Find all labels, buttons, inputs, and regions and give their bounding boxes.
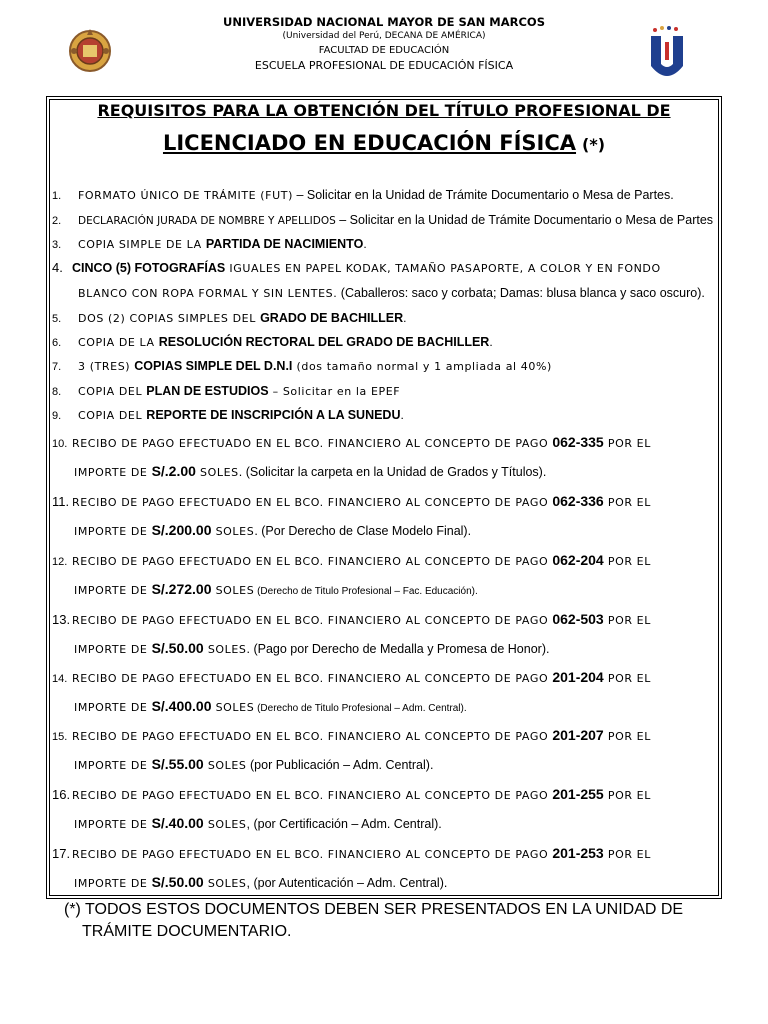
payment-code: 201-253 xyxy=(552,845,604,861)
payment-amount: S/.200.00 xyxy=(151,522,212,538)
payment-amount: S/.400.00 xyxy=(151,698,212,714)
payment-item xyxy=(52,845,651,863)
payment-amount: S/.50.00 xyxy=(151,640,204,656)
payment-code: 201-255 xyxy=(552,786,604,802)
list-item: 2. DECLARACIÓN JURADA DE NOMBRE Y APELLIDOS – Solicitar en la Unidad de Trámite Documentario o Mesa de Partes xyxy=(52,213,714,227)
note-marker: (*) xyxy=(582,135,606,154)
payment-text-por: POR EL xyxy=(603,496,651,509)
item-number: 12. xyxy=(52,556,68,568)
payment-code: 201-207 xyxy=(552,727,604,743)
document-title-line1: REQUISITOS PARA LA OBTENCIÓN DEL TÍTULO PROFESIONAL DE xyxy=(97,101,671,120)
list-item: 5. DOS (2) COPIAS SIMPLES DEL GRADO DE BACHILLER. xyxy=(52,311,407,325)
payment-note: . (Por Derecho de Clase Modelo Final). xyxy=(254,524,472,538)
payment-importe-label: IMPORTE DE xyxy=(74,759,152,772)
university-crest-icon xyxy=(68,27,112,73)
payment-importe-label: IMPORTE DE xyxy=(74,584,152,597)
payment-code: 062-336 xyxy=(552,493,604,509)
payment-text-por: POR EL xyxy=(603,555,651,568)
payment-importe-label: IMPORTE DE xyxy=(74,525,152,538)
faculty-name: FACULTAD DE EDUCACIÓN xyxy=(318,45,450,56)
item-number: 13. xyxy=(52,612,71,627)
payment-item xyxy=(52,727,651,745)
item-number: 10. xyxy=(52,438,68,450)
list-item: 8. COPIA DEL PLAN DE ESTUDIOS – Solicitar en la EPEF xyxy=(52,384,401,398)
list-item: 6. COPIA DE LA RESOLUCIÓN RECTORAL DEL GRADO DE BACHILLER. xyxy=(52,335,493,349)
payment-importe-label: IMPORTE DE xyxy=(74,818,152,831)
payment-note: (Derecho de Titulo Profesional – Fac. Educación). xyxy=(254,586,478,597)
item-number: 11. xyxy=(52,494,70,509)
payment-text: RECIBO DE PAGO EFECTUADO EN EL BCO. FINANCIERO AL CONCEPTO DE PAGO xyxy=(72,496,553,509)
payment-item-continuation xyxy=(74,815,442,833)
list-item-continuation: BLANCO CON ROPA FORMAL Y SIN LENTES. (Caballeros: saco y corbata; Damas: blusa blanca y saco oscuro). xyxy=(78,286,705,300)
payment-text-por: POR EL xyxy=(603,848,651,861)
payment-currency-label: SOLES xyxy=(203,877,247,890)
payment-text-por: POR EL xyxy=(603,437,651,450)
document-title-line2 xyxy=(46,128,722,161)
payment-text: RECIBO DE PAGO EFECTUADO EN EL BCO. FINANCIERO AL CONCEPTO DE PAGO xyxy=(72,437,553,450)
payment-currency-label: SOLES xyxy=(211,584,255,597)
payment-currency-label: SOLES xyxy=(203,818,247,831)
payment-text: RECIBO DE PAGO EFECTUADO EN EL BCO. FINANCIERO AL CONCEPTO DE PAGO xyxy=(72,789,553,802)
list-item: 4. CINCO (5) FOTOGRAFÍAS IGUALES EN PAPEL KODAK, TAMAÑO PASAPORTE, A COLOR Y EN FONDO xyxy=(52,260,661,275)
payment-currency-label: SOLES xyxy=(203,759,247,772)
payment-item xyxy=(52,434,651,452)
payment-text-por: POR EL xyxy=(603,730,651,743)
payment-item xyxy=(52,552,651,570)
payment-importe-label: IMPORTE DE xyxy=(74,466,152,479)
list-item: 9. COPIA DEL REPORTE DE INSCRIPCIÓN A LA SUNEDU. xyxy=(52,408,404,422)
payment-currency-label: SOLES xyxy=(211,525,255,538)
payment-text: RECIBO DE PAGO EFECTUADO EN EL BCO. FINANCIERO AL CONCEPTO DE PAGO xyxy=(72,614,553,627)
payment-code: 062-503 xyxy=(552,611,604,627)
payment-item xyxy=(52,669,651,687)
payment-item-continuation xyxy=(74,874,447,892)
payment-text-por: POR EL xyxy=(603,789,651,802)
payment-currency-label: SOLES xyxy=(211,701,255,714)
payment-amount: S/.55.00 xyxy=(151,756,204,772)
payment-currency-label: SOLES xyxy=(203,643,247,656)
payment-item xyxy=(52,493,651,511)
payment-currency-label: SOLES xyxy=(195,466,239,479)
list-item: 1. FORMATO ÚNICO DE TRÁMITE (FUT) – Solicitar en la Unidad de Trámite Documentario o Mesa de Partes. xyxy=(52,188,674,202)
payment-item-continuation xyxy=(74,522,471,540)
payment-text-por: POR EL xyxy=(603,614,651,627)
payment-amount: S/.50.00 xyxy=(151,874,204,890)
payment-text-por: POR EL xyxy=(603,672,651,685)
footer-line2: TRÁMITE DOCUMENTARIO. xyxy=(82,923,292,940)
payment-item-continuation xyxy=(74,756,433,774)
payment-item xyxy=(52,611,651,629)
payment-text: RECIBO DE PAGO EFECTUADO EN EL BCO. FINANCIERO AL CONCEPTO DE PAGO xyxy=(72,555,553,568)
payment-text: RECIBO DE PAGO EFECTUADO EN EL BCO. FINANCIERO AL CONCEPTO DE PAGO xyxy=(72,848,553,861)
payment-text: RECIBO DE PAGO EFECTUADO EN EL BCO. FINANCIERO AL CONCEPTO DE PAGO xyxy=(72,730,553,743)
list-item: 7. 3 (TRES) COPIAS SIMPLE DEL D.N.I (dos tamaño normal y 1 ampliada al 40%) xyxy=(52,359,552,373)
payment-code: 062-204 xyxy=(552,552,604,568)
payment-amount: S/.272.00 xyxy=(151,581,212,597)
payment-importe-label: IMPORTE DE xyxy=(74,643,152,656)
payment-importe-label: IMPORTE DE xyxy=(74,701,152,714)
payment-note: (Derecho de Titulo Profesional – Adm. Central). xyxy=(254,703,467,714)
degree-title: LICENCIADO EN EDUCACIÓN FÍSICA xyxy=(162,131,577,155)
payment-note: , (por Certificación – Adm. Central). xyxy=(246,817,442,831)
university-name: UNIVERSIDAD NACIONAL MAYOR DE SAN MARCOS xyxy=(223,15,545,29)
footer-note xyxy=(64,899,683,943)
payment-note: . (Pago por Derecho de Medalla y Promesa de Honor). xyxy=(246,642,550,656)
footer-line1: (*) TODOS ESTOS DOCUMENTOS DEBEN SER PRESENTADOS EN LA UNIDAD DE xyxy=(64,901,684,918)
university-subtitle: (Universidad del Perú, DECANA DE AMÉRICA) xyxy=(282,31,486,41)
payment-note: , (por Autenticación – Adm. Central). xyxy=(246,876,448,890)
item-number: 16. xyxy=(52,787,71,802)
payment-importe-label: IMPORTE DE xyxy=(74,877,152,890)
payment-text: RECIBO DE PAGO EFECTUADO EN EL BCO. FINANCIERO AL CONCEPTO DE PAGO xyxy=(72,672,553,685)
payment-item xyxy=(52,786,651,804)
payment-item-continuation xyxy=(74,581,478,600)
payment-item-continuation xyxy=(74,698,467,717)
payment-note: (por Publicación – Adm. Central). xyxy=(246,758,434,772)
payment-item-continuation xyxy=(74,640,549,658)
payment-amount: S/.2.00 xyxy=(151,463,196,479)
faculty-logo-icon xyxy=(647,24,687,84)
item-number: 17. xyxy=(52,846,71,861)
list-item: 3. COPIA SIMPLE DE LA PARTIDA DE NACIMIENTO. xyxy=(52,237,367,251)
payment-amount: S/.40.00 xyxy=(151,815,204,831)
payment-code: 062-335 xyxy=(552,434,604,450)
payment-code: 201-204 xyxy=(552,669,604,685)
item-number: 14. xyxy=(52,673,68,685)
payment-item-continuation xyxy=(74,463,546,481)
payment-note: . (Solicitar la carpeta en la Unidad de Grados y Títulos). xyxy=(238,465,547,479)
item-number: 15. xyxy=(52,731,68,743)
school-name: ESCUELA PROFESIONAL DE EDUCACIÓN FÍSICA xyxy=(254,59,514,72)
